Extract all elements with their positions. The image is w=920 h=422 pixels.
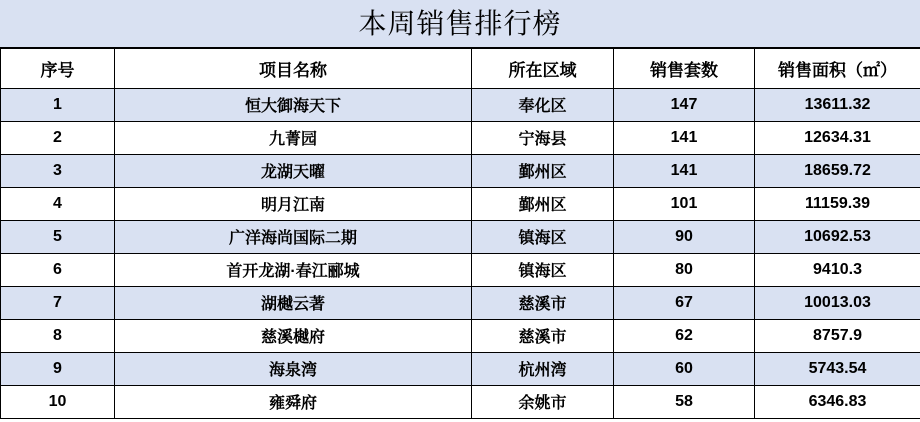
- table-row: [1, 88, 920, 121]
- rank-cell: 7: [1, 286, 115, 319]
- units-sold-cell: 141: [614, 121, 755, 154]
- units-sold-cell: 147: [614, 88, 755, 121]
- table-row: [1, 187, 920, 220]
- units-sold-cell: 58: [614, 385, 755, 418]
- rank-cell: 10: [1, 385, 115, 418]
- rank-cell: 5: [1, 220, 115, 253]
- sales-area-cell: 11159.39: [755, 187, 920, 220]
- units-sold-cell: 60: [614, 352, 755, 385]
- district-cell: 镇海区: [472, 253, 614, 286]
- column-header-district: 所在区域: [472, 49, 614, 88]
- table-row: [1, 286, 920, 319]
- district-cell: 奉化区: [472, 88, 614, 121]
- sales-area-cell: 18659.72: [755, 154, 920, 187]
- project-name-cell: 恒大御海天下: [115, 88, 472, 121]
- units-sold-cell: 141: [614, 154, 755, 187]
- table-row: [1, 385, 920, 418]
- table-row: [1, 154, 920, 187]
- sales-area-cell: 13611.32: [755, 88, 920, 121]
- page-title: 本周销售排行榜: [0, 0, 920, 49]
- project-name-cell: 海泉湾: [115, 352, 472, 385]
- district-cell: 镇海区: [472, 220, 614, 253]
- district-cell: 宁海县: [472, 121, 614, 154]
- table-row: [1, 352, 920, 385]
- district-cell: 余姚市: [472, 385, 614, 418]
- project-name-cell: 首开龙湖·春江郦城: [115, 253, 472, 286]
- table-row: [1, 121, 920, 154]
- project-name-cell: 雍舜府: [115, 385, 472, 418]
- project-name-cell: 广洋海尚国际二期: [115, 220, 472, 253]
- table-row: [1, 253, 920, 286]
- project-name-cell: 龙湖天曜: [115, 154, 472, 187]
- units-sold-cell: 62: [614, 319, 755, 352]
- sales-area-cell: 6346.83: [755, 385, 920, 418]
- sales-area-cell: 10692.53: [755, 220, 920, 253]
- district-cell: 杭州湾: [472, 352, 614, 385]
- table-row: [1, 319, 920, 352]
- header-row: [1, 49, 920, 88]
- district-cell: 慈溪市: [472, 319, 614, 352]
- district-cell: 慈溪市: [472, 286, 614, 319]
- rank-cell: 8: [1, 319, 115, 352]
- sales-area-cell: 9410.3: [755, 253, 920, 286]
- sales-ranking-table: [0, 49, 920, 419]
- column-header-project-name: 项目名称: [115, 49, 472, 88]
- units-sold-cell: 101: [614, 187, 755, 220]
- column-header-rank: 序号: [1, 49, 115, 88]
- rank-cell: 2: [1, 121, 115, 154]
- project-name-cell: 湖樾云著: [115, 286, 472, 319]
- district-cell: 鄞州区: [472, 187, 614, 220]
- rank-cell: 6: [1, 253, 115, 286]
- sales-area-cell: 10013.03: [755, 286, 920, 319]
- project-name-cell: 慈溪樾府: [115, 319, 472, 352]
- units-sold-cell: 80: [614, 253, 755, 286]
- sales-area-cell: 8757.9: [755, 319, 920, 352]
- district-cell: 鄞州区: [472, 154, 614, 187]
- project-name-cell: 九菁园: [115, 121, 472, 154]
- sales-area-cell: 12634.31: [755, 121, 920, 154]
- column-header-sales-area: 销售面积（㎡）: [755, 49, 920, 88]
- project-name-cell: 明月江南: [115, 187, 472, 220]
- sales-area-cell: 5743.54: [755, 352, 920, 385]
- units-sold-cell: 90: [614, 220, 755, 253]
- rank-cell: 4: [1, 187, 115, 220]
- rank-cell: 1: [1, 88, 115, 121]
- rank-cell: 3: [1, 154, 115, 187]
- units-sold-cell: 67: [614, 286, 755, 319]
- rank-cell: 9: [1, 352, 115, 385]
- column-header-units-sold: 销售套数: [614, 49, 755, 88]
- table-row: [1, 220, 920, 253]
